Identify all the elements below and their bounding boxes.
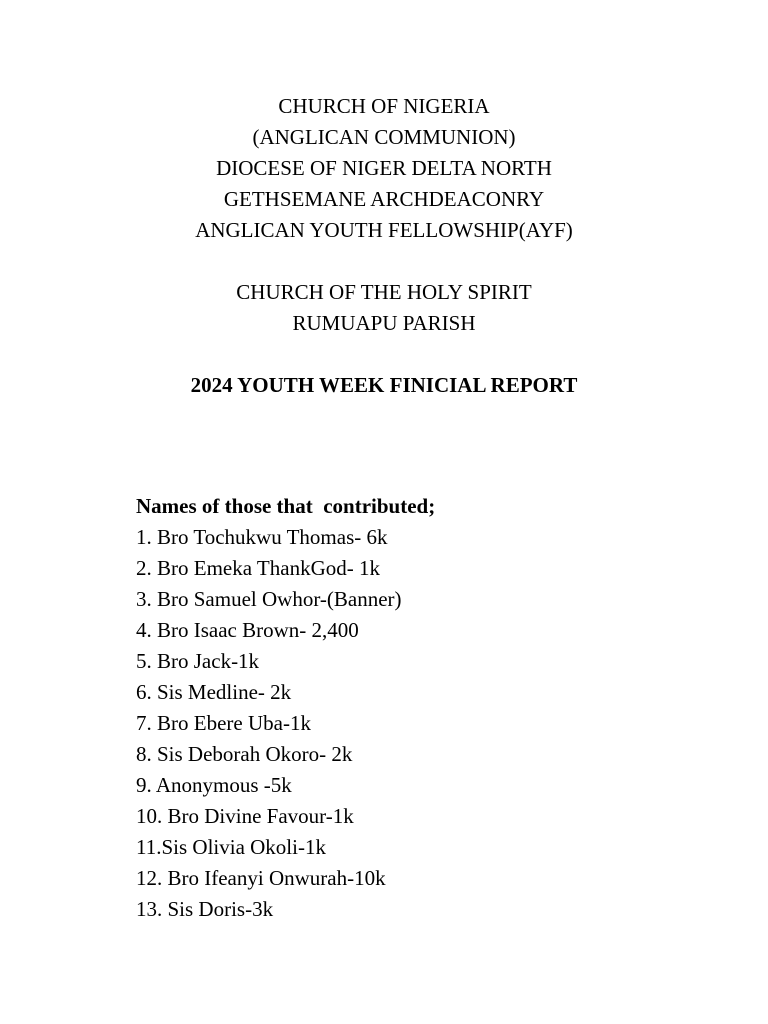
list-item: 4. Bro Isaac Brown- 2,400 bbox=[136, 618, 359, 642]
list-item: 3. Bro Samuel Owhor-(Banner) bbox=[136, 587, 402, 611]
list-item: 2. Bro Emeka ThankGod- 1k bbox=[136, 556, 380, 580]
header-line-church-name: CHURCH OF THE HOLY SPIRIT bbox=[236, 280, 532, 304]
list-item: 13. Sis Doris-3k bbox=[136, 897, 274, 921]
list-item: 7. Bro Ebere Uba-1k bbox=[136, 711, 311, 735]
header-spacer bbox=[0, 246, 768, 277]
header-line-fellowship: ANGLICAN YOUTH FELLOWSHIP(AYF) bbox=[195, 218, 573, 242]
report-header bbox=[0, 91, 768, 401]
contributors-heading: Names of those that contributed; bbox=[136, 494, 436, 518]
header-line-communion: (ANGLICAN COMMUNION) bbox=[252, 125, 516, 149]
header-line-church: CHURCH OF NIGERIA bbox=[278, 94, 490, 118]
list-item: 11.Sis Olivia Okoli-1k bbox=[136, 835, 326, 859]
report-title: 2024 YOUTH WEEK FINICIAL REPORT bbox=[190, 373, 578, 397]
list-item: 9. Anonymous -5k bbox=[136, 773, 292, 797]
header-line-archdeaconry: GETHSEMANE ARCHDEACONRY bbox=[223, 187, 545, 211]
list-item: 1. Bro Tochukwu Thomas- 6k bbox=[136, 525, 388, 549]
list-item: 6. Sis Medline- 2k bbox=[136, 680, 292, 704]
list-item: 8. Sis Deborah Okoro- 2k bbox=[136, 742, 353, 766]
contributors-list bbox=[136, 522, 435, 925]
header-spacer bbox=[0, 339, 768, 370]
header-line-parish: RUMUAPU PARISH bbox=[292, 311, 476, 335]
list-item: 5. Bro Jack-1k bbox=[136, 649, 260, 673]
list-item: 10. Bro Divine Favour-1k bbox=[136, 804, 354, 828]
contributors-section bbox=[136, 491, 435, 925]
list-item: 12. Bro Ifeanyi Onwurah-10k bbox=[136, 866, 386, 890]
header-line-diocese: DIOCESE OF NIGER DELTA NORTH bbox=[216, 156, 552, 180]
